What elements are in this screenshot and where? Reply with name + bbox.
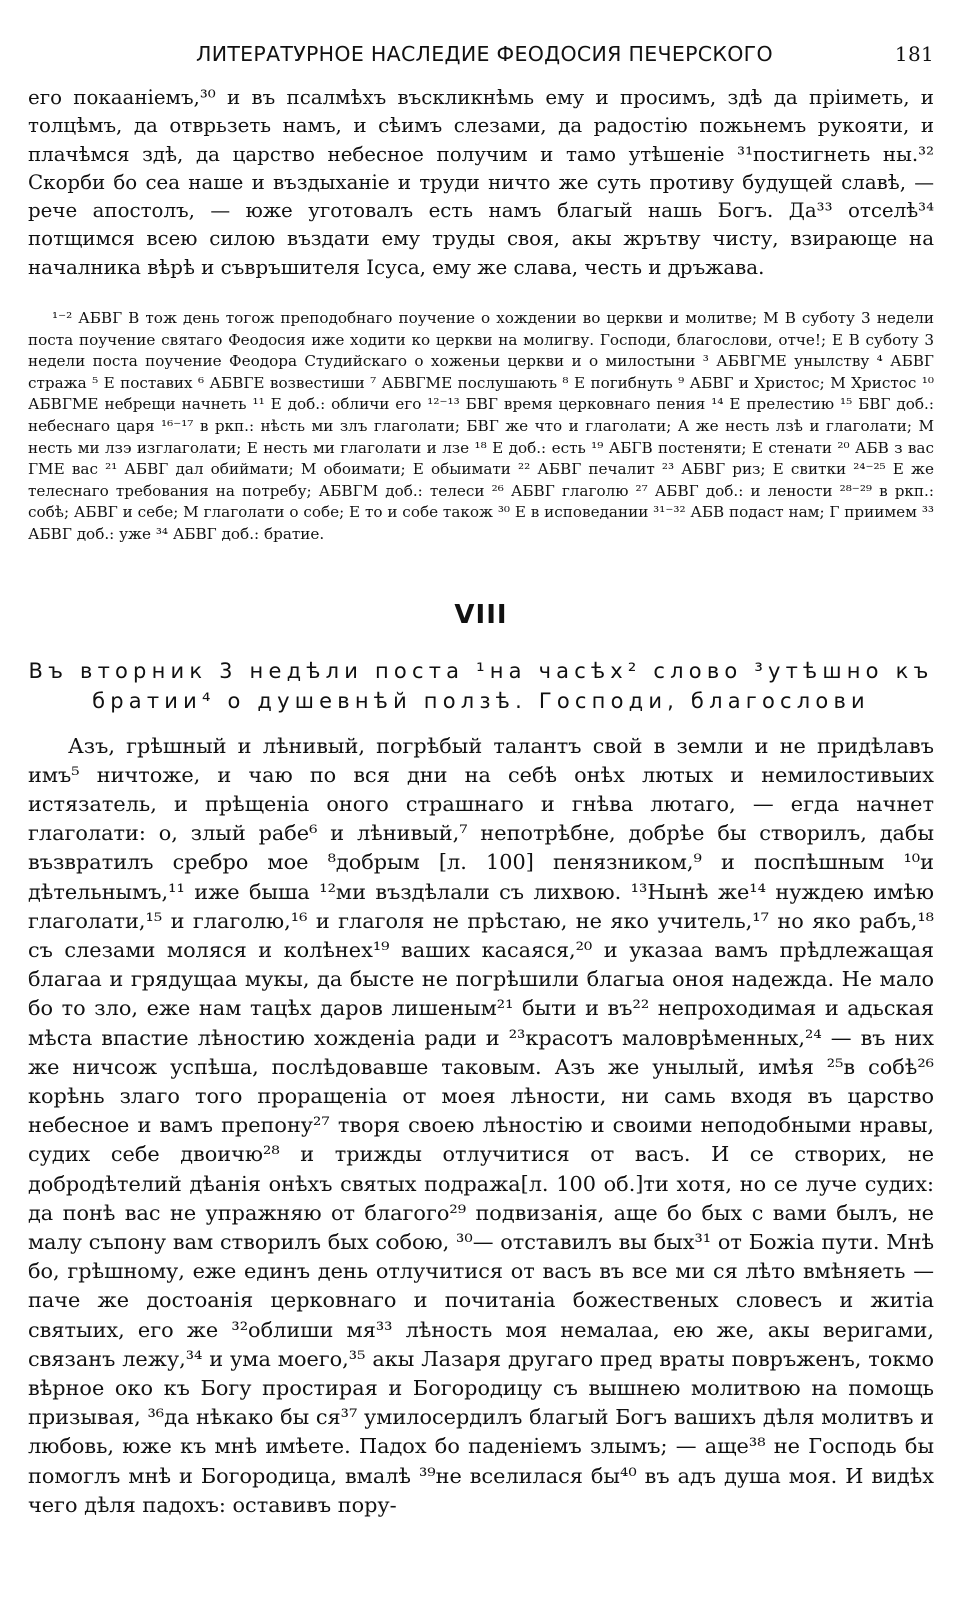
footnotes-block: ¹⁻² АБВГ В тож день тогож преподобнаго поучение о хождении во церкви и молитве; М В суботу 3 недели поста поучение святаго Феодосия иже ходити ко церкви на молигву. Господи, благослови, отче!; Е В суботу 3 недели поста поучение Феодора Студийскаго о хоженьи церкви и о милостыни ³ АБВГМЕ унылству ⁴ АБВГ стража ⁵ Е поставих ⁶ АБВГЕ возвестиши ⁷ АБВГМЕ послушають ⁸ Е погибнуть ⁹ АБВГ и Христос; М Христос ¹⁰ АБВГМЕ небрещи начнеть ¹¹ Е доб.: обличи его ¹²⁻¹³ БВГ время церковнаго пения ¹⁴ Е прелестию ¹⁵ БВГ доб.: небеснаго царя ¹⁶⁻¹⁷ в ркп.: нѣсть ми злъ глаголати; БВГ же что и глаголати; А же несть лзѣ и глаголати; М несть ми лзэ изглаголати; Е несть ми глаголати и лзе ¹⁸ Е доб.: есть ¹⁹ АБГВ постеняти; Е стенати ²⁰ АБВ з вас ГМЕ вас ²¹ АБВГ дал обиймати; М обоимати; Е обыимати ²² АБВГ печалит ²³ АБВГ риз; Е свитки ²⁴⁻²⁵ Е же телеснаго требования на потребу; АБВГМ доб.: телеси ²⁶ АБВГ глаголю ²⁷ АБВГ доб.: и лености ²⁸⁻²⁹ в ркп.: собѣ; АБВГ и себе; М глаголати о собе; Е то и собе також ³⁰ Е в исповедании ³¹⁻³² АБВ подаст нам; Г приимем ³³ АБВГ доб.: уже ³⁴ АБВГ доб.: братие. <box>28 309 934 544</box>
main-text: Азъ, грѣшный и лѣнивый, погрѣбый талантъ свой в земли и не придѣлавъ имъ⁵ ничтоже, и чаю по вся дни на себѣ онѣх лютых и немилостивыих истязатель, и прѣщеніа оного страшнаго и гнѣва лютаго, — егда начнет глаголати: о, злый рабе⁶ и лѣнивый,⁷ непотрѣбне, добрѣе бы створилъ, дабы възвратилъ сребро мое ⁸добрым [л. 100] пенязником,⁹ и поспѣшным ¹⁰и дѣтельнымъ,¹¹ иже быша ¹²ми въздѣлали съ лихвою. ¹³Нынѣ же¹⁴ нуждею имѣю глаголати,¹⁵ и глаголю,¹⁶ и глаголя не прѣстаю, не яко учитель,¹⁷ но яко рабъ,¹⁸ съ слезами моляся и колѣнех¹⁹ ваших касаяся,²⁰ и указаа вамъ прѣдлежащая благаа и грядущаа мукы, да бысте не погрѣшили благыа оноя надежда. Не мало бо то зло, еже нам тацѣх даров лишеным²¹ быти и въ²² непроходимая и адьская мѣста впастие лѣностию хожденіа ради и ²³красотъ маловрѣменных,²⁴ — въ них же ничсож успѣша, послѣдовавше таковым. Азъ же унылый, имѣя ²⁵в собѣ²⁶ корѣнь злаго того проращеніа от моея лѣности, ни самь входя въ царство небесное и вамъ препону²⁷ творя своею лѣностію и своими неподобными нравы, судих себе двоичю²⁸ и трижды отлучитися от васъ. И се створих, не добродѣтелий дѣанія онѣхъ святых подража[л. 100 об.]ти хотя, но се луче судих: да понѣ вас не упражняю от благого²⁹ подвизанія, аще бо бых с вами былъ, не малу съпону вам створилъ бых собою, ³⁰— отставилъ вы бых³¹ от Божіа пути. Мнѣ бо, грѣшному, еже единъ день отлучитися от васъ въ все ми ся лѣто вмѣняеть — паче же достоанія церковнаго и почитаніа божественых словесъ и житіа святыих, его же ³²облиши мя³³ лѣность моя немалаа, ею же, акы веригами, связанъ лежу,³⁴ и ума моего,³⁵ акы Лазаря другаго пред враты повръженъ, токмо вѣрное око къ Богу простирая и Богородицу съ вышнею молитвою на помощь призывая, ³⁶да нѣкако бы ся³⁷ умилосердилъ благый Богъ вашихъ дѣля молитвъ и любовь, юже къ мнѣ имѣете. Падох бо паденіемъ злымъ; — аще³⁸ не Господь бы помоглъ мнѣ и Богородица, вмалѣ ³⁹не вселилася бы⁴⁰ въ адъ душа моя. И видѣх чего дѣля падохъ: оставивъ пору- <box>28 733 934 1517</box>
section-heading: Въ вторник 3 недѣли поста ¹на часѣх² слово ³утѣшно къ братии⁴ о душевнѣй ползѣ. Господи, благослови <box>28 658 934 713</box>
top-paragraph: его покааніемъ,³⁰ и въ псалмѣхъ въскликнѣмь ему и просимъ, здѣ да пріиметь, и толцѣмъ, да отврьзеть намъ, и сѣимъ слезами, да радостію пожьнемъ рукояти, и плачѣмся здѣ, да царство небесное получим и тамо утѣшеніе ³¹постигнеть ны.³² Скорби бо сеа наше и въздыханіе и труди ничто же суть противу будущей славѣ, — рече апостолъ, — юже уготовалъ есть намъ благый нашь Богъ. Да³³ отселѣ³⁴ потщимся всею силою въздати ему труды своя, акы жрътву чисту, взирающе на началника вѣрѣ и съвръшителя Ісуса, ему же слава, честь и дръжава. <box>28 86 934 279</box>
page-number: 181 <box>894 42 934 66</box>
running-title: ЛИТЕРАТУРНОЕ НАСЛЕДИЕ ФЕОДОСИЯ ПЕЧЕРСКОГО <box>196 42 773 66</box>
page-header <box>28 42 934 66</box>
section-number: VIII <box>454 599 508 630</box>
book-page <box>28 42 934 1520</box>
